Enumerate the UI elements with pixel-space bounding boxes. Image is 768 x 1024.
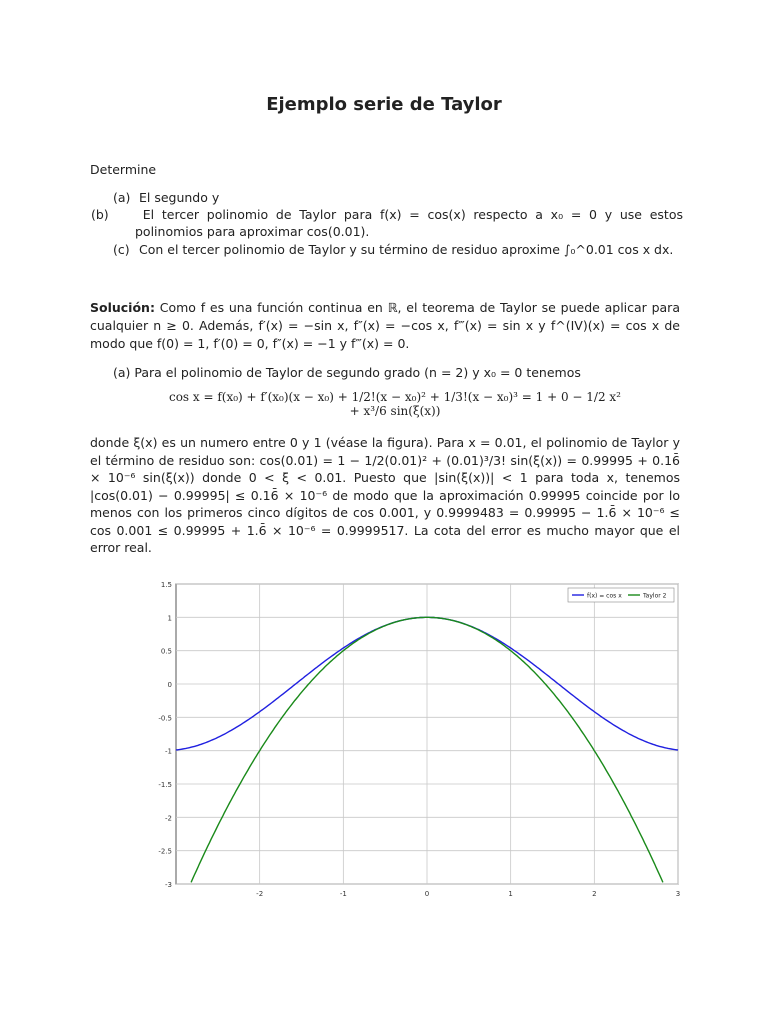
item-text: Con el tercer polinomio de Taylor y su término de residuo aproxime ∫₀^0.01 cos x dx. bbox=[138, 242, 674, 257]
list-item-a bbox=[113, 189, 683, 206]
item-label: (c) bbox=[113, 242, 130, 257]
item-label: (b) bbox=[91, 207, 109, 222]
intro-text: Determine bbox=[90, 162, 157, 177]
y-tick-label: -2.5 bbox=[158, 847, 172, 856]
taylor-chart bbox=[150, 578, 690, 908]
result-paragraph: donde ξ(x) es un numero entre 0 y 1 (véase la figura). Para x = 0.01, el polinomio de Taylor y el término de residuo son: cos(0.01) = 1 − 1/2(0.01)² + (0.01)³/3! sin(ξ(x)) = 0.99995 + 0.16̄ × 10⁻⁶ sin(ξ(x)) donde 0 < ξ < 0.01. Puesto que |sin(ξ(x))| < 1 para toda x, tenemos |cos(0.01) − 0.99995| ≤ 0.16̄ × 10⁻⁶ de modo que la aproximación 0.99995 coincide por lo menos con los primeros cinco dígitos de cos 0.001, y 0.9999483 = 0.99995 − 1.6̄ × 10⁻⁶ ≤ cos 0.001 ≤ 0.99995 + 1.6̄ × 10⁻⁶ = 0.9999517. La cota del error es mucho mayor que el error real. bbox=[90, 435, 680, 555]
x-tick-label: 0 bbox=[424, 890, 430, 898]
page-title: Ejemplo serie de Taylor bbox=[266, 94, 502, 115]
item-label: (a) bbox=[113, 190, 131, 205]
legend-label: f(x) = cos x bbox=[587, 592, 622, 600]
y-tick-label: -2 bbox=[165, 814, 172, 823]
solution-text: Como f es una función continua en ℝ, el teorema de Taylor se puede aplicar para cualquier n ≥ 0. Además, f′(x) = −sin x, f″(x) = −cos x, f‴(x) = sin x y f^(IV)(x) = cos x de modo que f(0) = 1, f′(0) = 0, f″(x) = −1 y f‴(x) = 0. bbox=[90, 300, 680, 351]
item-text: El tercer polinomio de Taylor para f(x) = cos(x) respecto a x₀ = 0 y use estos polinomios para aproximar cos(0.01). bbox=[135, 207, 683, 239]
y-tick-label: -0.5 bbox=[158, 714, 172, 723]
legend-label: Taylor 2 bbox=[643, 592, 667, 600]
x-tick-label: 3 bbox=[675, 890, 681, 898]
y-tick-label: -1 bbox=[165, 747, 172, 756]
item-text: El segundo y bbox=[138, 190, 220, 205]
y-tick-label: -1.5 bbox=[158, 781, 172, 789]
x-tick-label: 1 bbox=[508, 890, 513, 898]
y-tick-label: 1 bbox=[167, 614, 172, 623]
y-tick-label: -3 bbox=[165, 881, 172, 889]
y-tick-label: 1.5 bbox=[160, 581, 172, 589]
taylor-equation: cos x = f(x₀) + f′(x₀)(x − x₀) + 1/2!(x − x₀)² + 1/3!(x − x₀)³ = 1 + 0 − 1/2 x² + x³/6 sin(ξ(x)) bbox=[168, 390, 621, 418]
part-a-text: (a) Para el polinomio de Taylor de segundo grado (n = 2) y x₀ = 0 tenemos bbox=[113, 365, 581, 380]
list-item-c bbox=[113, 241, 683, 258]
list-item-b bbox=[91, 206, 683, 240]
solution-paragraph bbox=[90, 299, 680, 353]
x-tick-label: 2 bbox=[592, 890, 597, 898]
x-tick-label: -1 bbox=[339, 890, 347, 898]
y-tick-label: 0 bbox=[167, 681, 172, 689]
y-tick-label: 0.5 bbox=[160, 647, 172, 656]
solution-heading: Solución: bbox=[90, 300, 155, 315]
x-tick-label: -2 bbox=[256, 890, 264, 898]
